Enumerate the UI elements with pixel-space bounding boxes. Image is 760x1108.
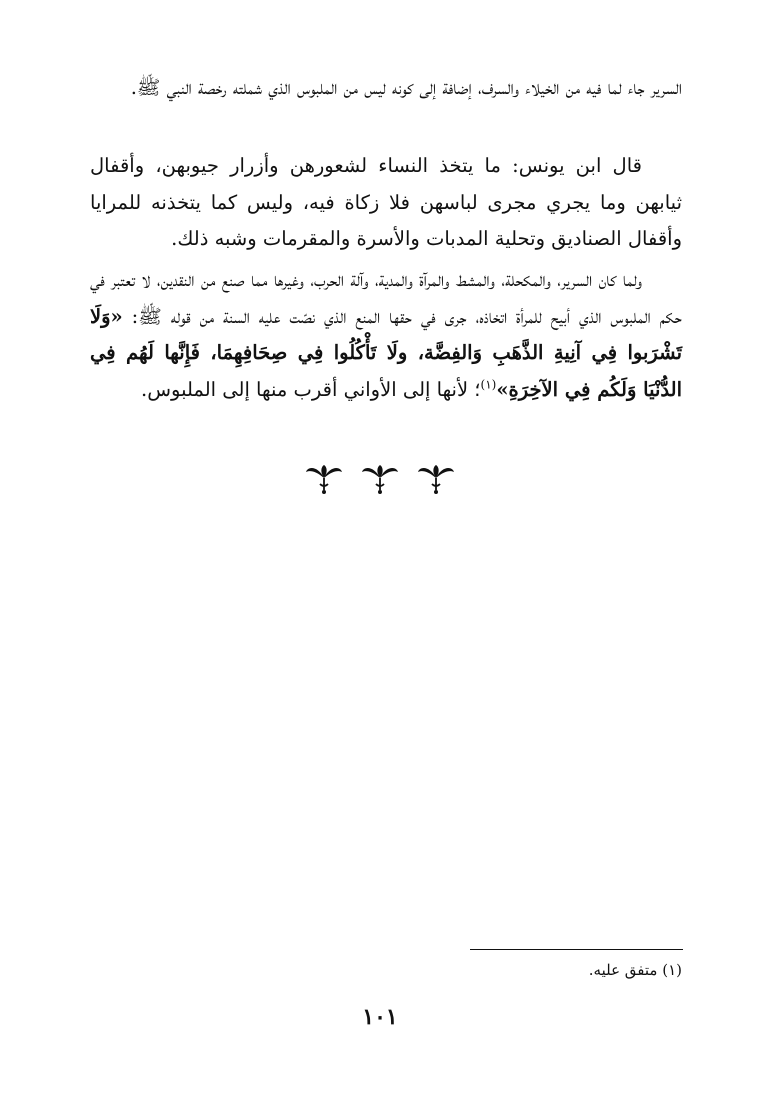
page-number: ١٠١	[362, 1004, 398, 1030]
paragraph-3	[90, 262, 682, 408]
paragraph-3-body	[90, 262, 682, 408]
paragraph-2	[90, 148, 682, 258]
paragraph-3-ending: ؛ لأنها إلى الأواني أقرب منها إلى الملبوس.	[141, 377, 481, 401]
paragraph-1-text: السرير جاء لما فيه من الخيلاء والسرف، إضافة إلى كونه ليس من الملبوس الذي شملته رخصة النبي ﷺ.	[130, 76, 682, 99]
footnote-text: (١) متفق عليه.	[588, 961, 682, 979]
paragraph-2-text: قال ابن يونس: ما يتخذ النساء لشعورهن وأزرار جيوبهن، وأقفال ثيابهن وما يجري مجرى لباسهن فلا زكاة فيه، وليس كما يتخذنه للمرايا وأقفال الصناديق وتحلية المدبات والأسرة والمقرمات وشبه ذلك.	[90, 154, 682, 250]
footnote	[300, 957, 682, 983]
fleuron-icon	[416, 462, 456, 502]
footnote-reference: (١)	[480, 377, 497, 391]
fleuron-icon	[360, 462, 400, 502]
footnote-separator	[470, 949, 683, 950]
paragraph-1	[90, 70, 682, 107]
hadith-quote: «وَلَا تَشْرَبوا فِي آنِيةِ الذَّهَبِ وَالفِضَّة، ولَا تَأْكُلُوا فِي صِحَافِهِمَا، فَإِنَّها لَهُم فِي الدُّنْيَا وَلَكُم فِي الآخِرَةِ»	[90, 304, 682, 401]
paragraph-3-text: ولما كان السرير، والمكحلة، والمشط والمرآة والمدية، وآلة الحرب، وغيرها مما صنع من النقدين، لا تعتبر في حكم الملبوس الذي أبيح للمرأة اتخاذه، جرى في حقها المنع الذي نصّت عليه السنة من قوله ﷺ:	[90, 268, 682, 328]
fleuron-icon	[304, 462, 344, 502]
section-divider-ornament	[0, 462, 760, 502]
